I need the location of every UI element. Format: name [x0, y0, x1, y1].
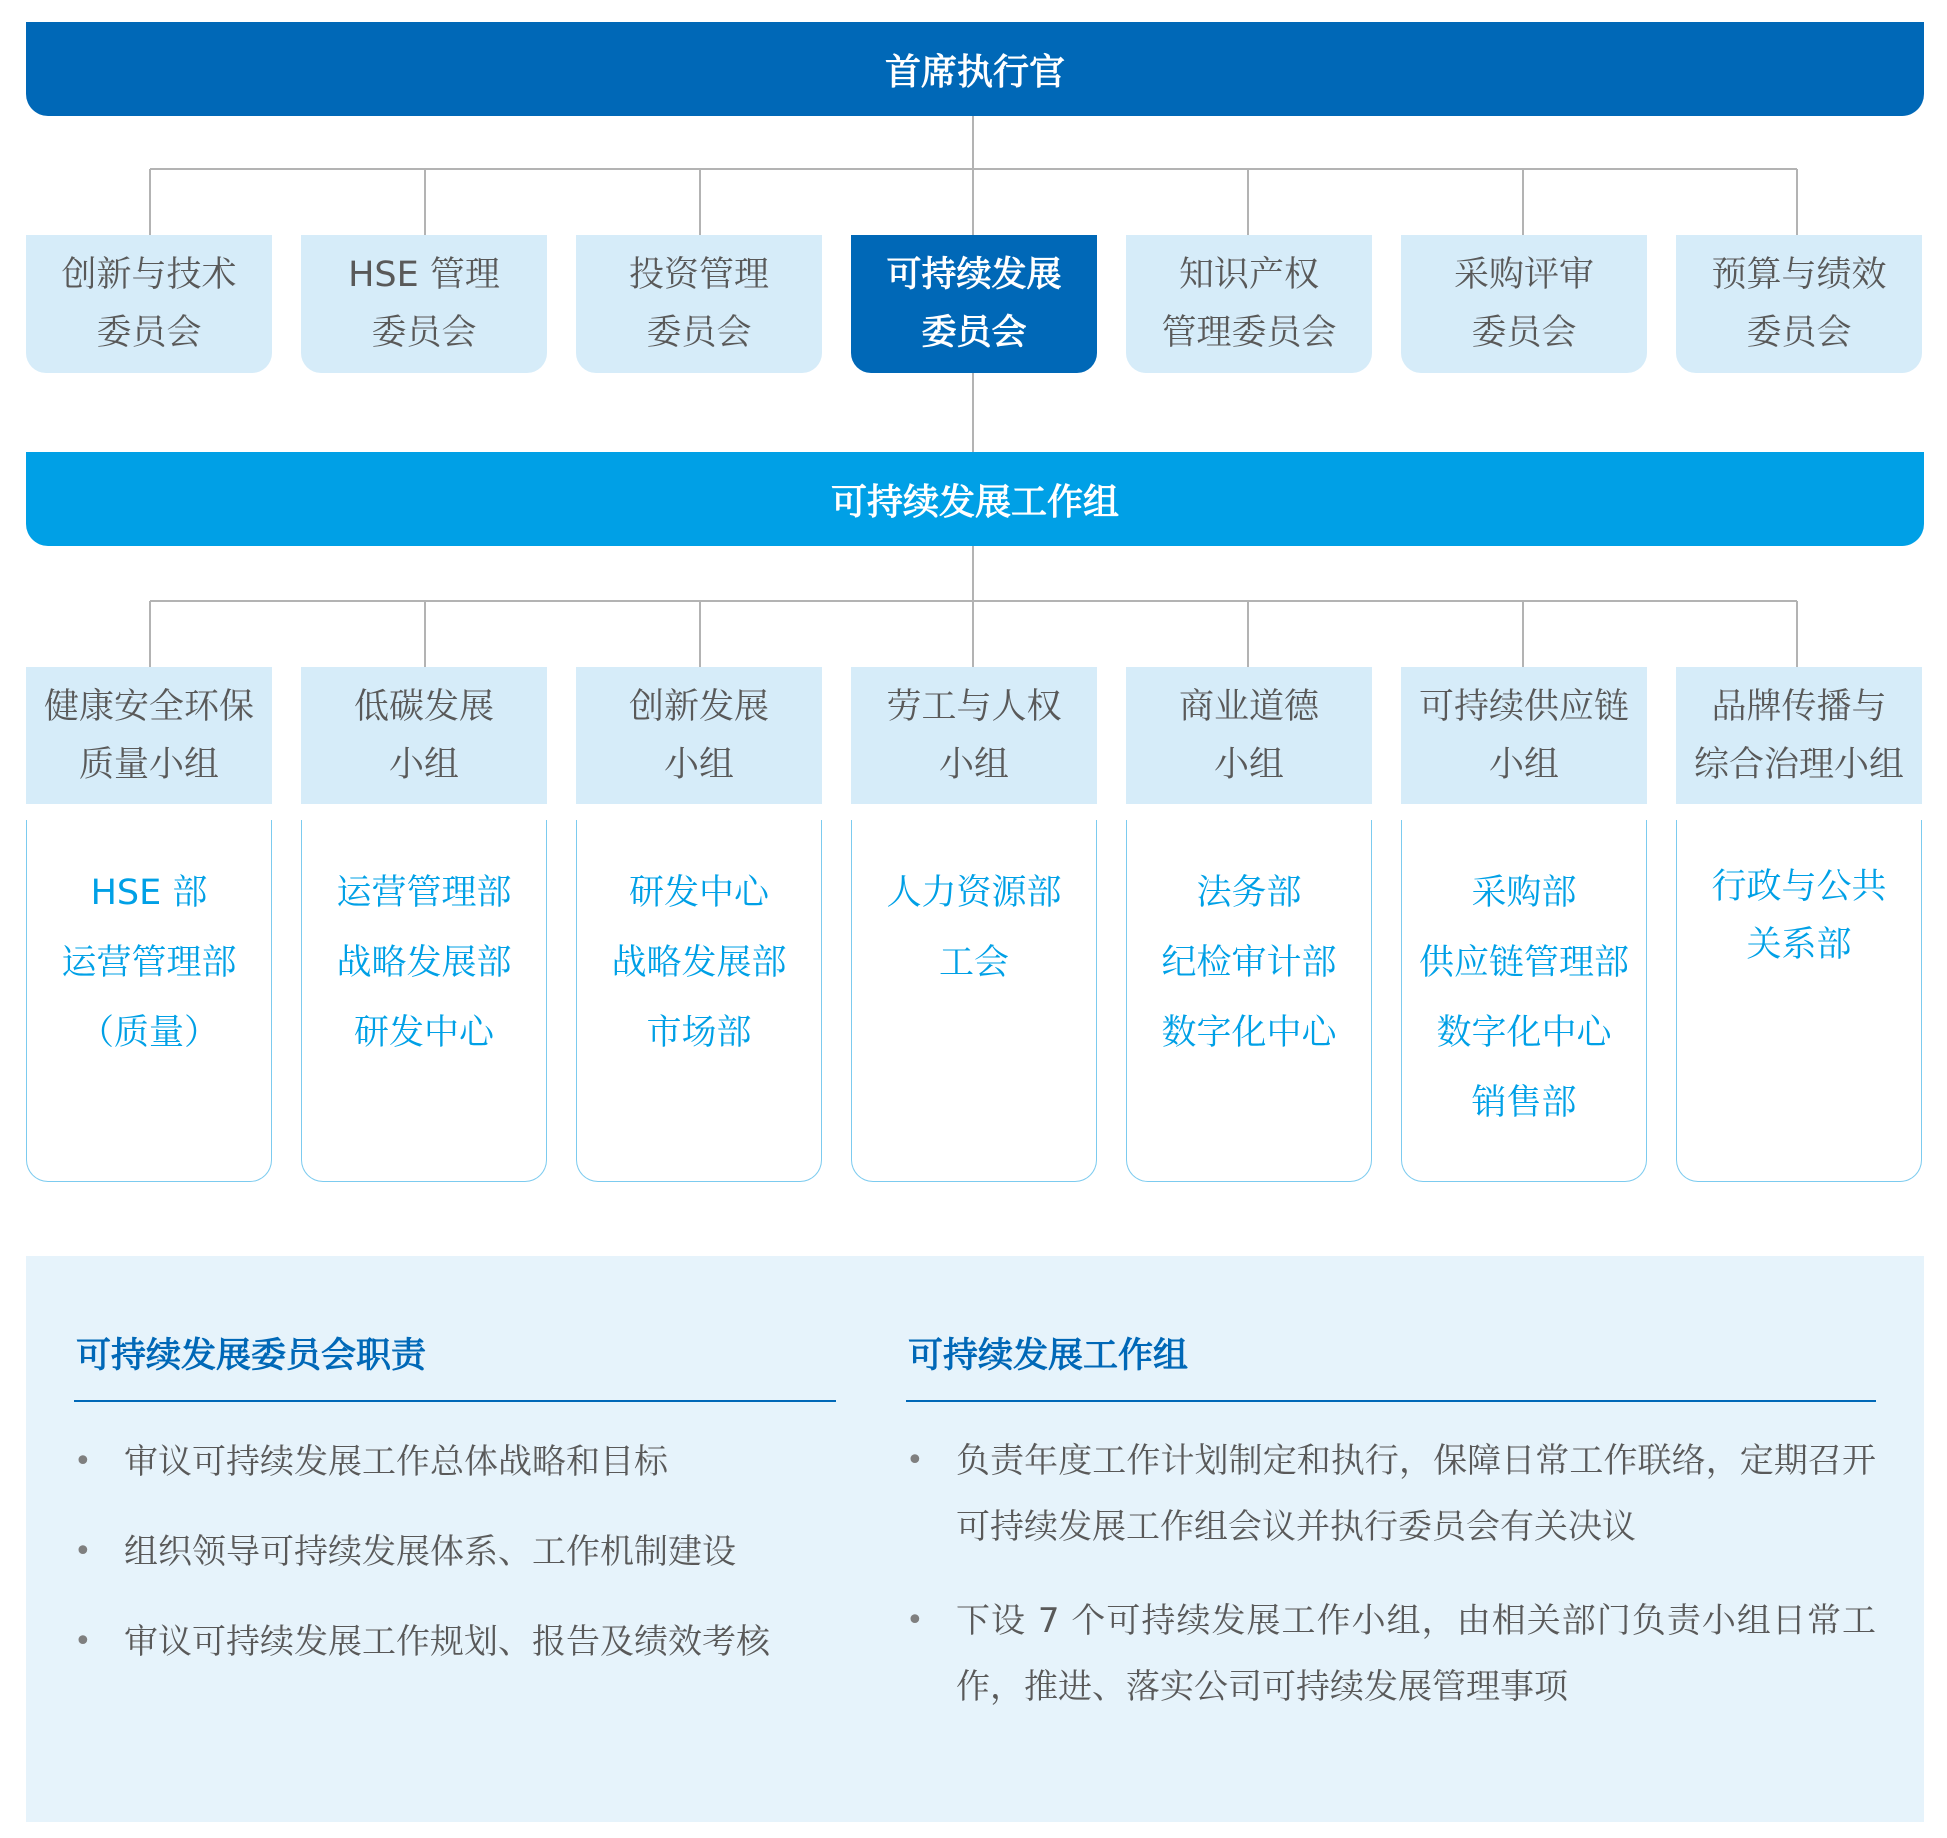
- group-label: 健康安全环保: [43, 686, 254, 727]
- committee-label: 委员会: [921, 313, 1027, 353]
- group-label: 小组: [663, 744, 734, 785]
- dept-label: 市场部: [646, 1013, 752, 1053]
- working-group-duties: [906, 1326, 1876, 1720]
- duty-text: 下设 7 个可持续发展工作小组，由相关部门负责小组日常工作，推进、落实公司可持续发展管理事项: [956, 1601, 1876, 1707]
- committee-label: 委员会: [96, 313, 202, 353]
- dept-label: 研发中心: [353, 1013, 494, 1053]
- committee-innovation-tech: [26, 235, 272, 373]
- dept-label: 战略发展部: [336, 943, 512, 983]
- duty-text: 负责年度工作计划制定和执行，保障日常工作联络，定期召开可持续发展工作组会议并执行委员会有关决议: [956, 1441, 1876, 1547]
- duty-text: 审议可持续发展工作规划、报告及绩效考核: [124, 1622, 770, 1662]
- group-brand-governance: [1676, 667, 1922, 804]
- bullet-icon: •: [74, 1534, 92, 1569]
- dept-label: 人力资源部: [886, 873, 1062, 913]
- bullet-icon: •: [74, 1444, 92, 1479]
- working-group-box: [26, 452, 1924, 546]
- dept-box-innovation: [576, 820, 822, 1182]
- group-low-carbon: [301, 667, 547, 804]
- dept-label: 关系部: [1746, 925, 1852, 965]
- dept-label: HSE 部: [90, 873, 208, 913]
- committee-label: 采购评审: [1453, 255, 1594, 295]
- group-labor-rights: [851, 667, 1097, 804]
- list-item: [74, 1422, 836, 1502]
- bullet-icon: •: [74, 1624, 92, 1659]
- dept-label: 采购部: [1471, 873, 1577, 913]
- group-label: 劳工与人权: [886, 686, 1062, 727]
- committee-row: [26, 235, 1924, 373]
- committee-hse: [301, 235, 547, 373]
- committee-procurement: [1401, 235, 1647, 373]
- list-item: [906, 1428, 1876, 1560]
- group-label: 可持续供应链: [1418, 686, 1629, 727]
- committee-label: 预算与绩效: [1711, 255, 1887, 295]
- bullet-icon: •: [906, 1443, 924, 1478]
- group-label: 商业道德: [1178, 686, 1319, 727]
- committee-investment: [576, 235, 822, 373]
- dept-label: 法务部: [1196, 873, 1302, 913]
- ceo-box: [26, 22, 1924, 116]
- dept-label: 运营管理部: [336, 873, 512, 913]
- group-supply-chain: [1401, 667, 1647, 804]
- dept-label: 工会: [938, 943, 1009, 983]
- committee-label: 创新与技术: [61, 255, 237, 295]
- list-item: [906, 1588, 1876, 1720]
- duty-text: 审议可持续发展工作总体战略和目标: [124, 1442, 668, 1482]
- dept-label: 供应链管理部: [1418, 943, 1629, 983]
- group-label: 小组: [388, 744, 459, 785]
- dept-label: 纪检审计部: [1161, 943, 1337, 983]
- dept-label: 战略发展部: [611, 943, 787, 983]
- group-label: 品牌传播与: [1711, 686, 1887, 727]
- committee-label: 委员会: [1471, 313, 1577, 353]
- dept-box-supply-chain: [1401, 820, 1647, 1182]
- group-label: 创新发展: [628, 686, 769, 727]
- duties-panel: [26, 1256, 1924, 1822]
- ceo-label: 首席执行官: [884, 51, 1065, 93]
- committee-duties-title: 可持续发展委员会职责: [74, 1326, 836, 1402]
- group-ethics: [1126, 667, 1372, 804]
- committee-label: 委员会: [1746, 313, 1852, 353]
- working-group-duties-list: [906, 1428, 1876, 1720]
- committee-label: HSE 管理: [348, 255, 500, 295]
- dept-box-low-carbon: [301, 820, 547, 1182]
- committee-budget: [1676, 235, 1922, 373]
- dept-label: 研发中心: [628, 873, 769, 913]
- bullet-icon: •: [906, 1603, 924, 1638]
- committee-label: 投资管理: [628, 255, 769, 295]
- committee-ip: [1126, 235, 1372, 373]
- committee-label: 委员会: [371, 313, 477, 353]
- duty-text: 组织领导可持续发展体系、工作机制建设: [124, 1532, 736, 1572]
- dept-label: （质量）: [78, 1013, 219, 1053]
- dept-box-hseq: [26, 820, 272, 1182]
- working-group-duties-title: 可持续发展工作组: [906, 1326, 1876, 1402]
- dept-label: 数字化中心: [1161, 1013, 1337, 1053]
- dept-label: 运营管理部: [61, 943, 237, 983]
- committee-sustainability: [851, 235, 1097, 373]
- dept-box-ethics: [1126, 820, 1372, 1182]
- group-label: 小组: [1488, 744, 1559, 785]
- committee-label: 委员会: [646, 313, 752, 353]
- committee-duties-list: [74, 1422, 836, 1682]
- committee-duties: [74, 1326, 836, 1682]
- group-label: 质量小组: [78, 744, 219, 785]
- dept-label: 数字化中心: [1436, 1013, 1612, 1053]
- department-row: [26, 820, 1924, 1182]
- committee-label: 可持续发展: [886, 255, 1062, 295]
- group-row: [26, 667, 1924, 804]
- dept-label: 销售部: [1471, 1083, 1577, 1123]
- group-label: 小组: [938, 744, 1009, 785]
- committee-label: 管理委员会: [1161, 313, 1337, 353]
- group-innovation: [576, 667, 822, 804]
- dept-box-labor-rights: [851, 820, 1097, 1182]
- committee-label: 知识产权: [1178, 255, 1319, 295]
- group-hseq: [26, 667, 272, 804]
- group-label: 综合治理小组: [1693, 744, 1904, 785]
- dept-box-brand-governance: [1676, 820, 1922, 1182]
- dept-label: 行政与公共: [1711, 867, 1887, 907]
- list-item: [74, 1602, 836, 1682]
- working-group-label: 可持续发展工作组: [830, 481, 1119, 523]
- group-label: 小组: [1213, 744, 1284, 785]
- list-item: [74, 1512, 836, 1592]
- group-label: 低碳发展: [353, 686, 494, 727]
